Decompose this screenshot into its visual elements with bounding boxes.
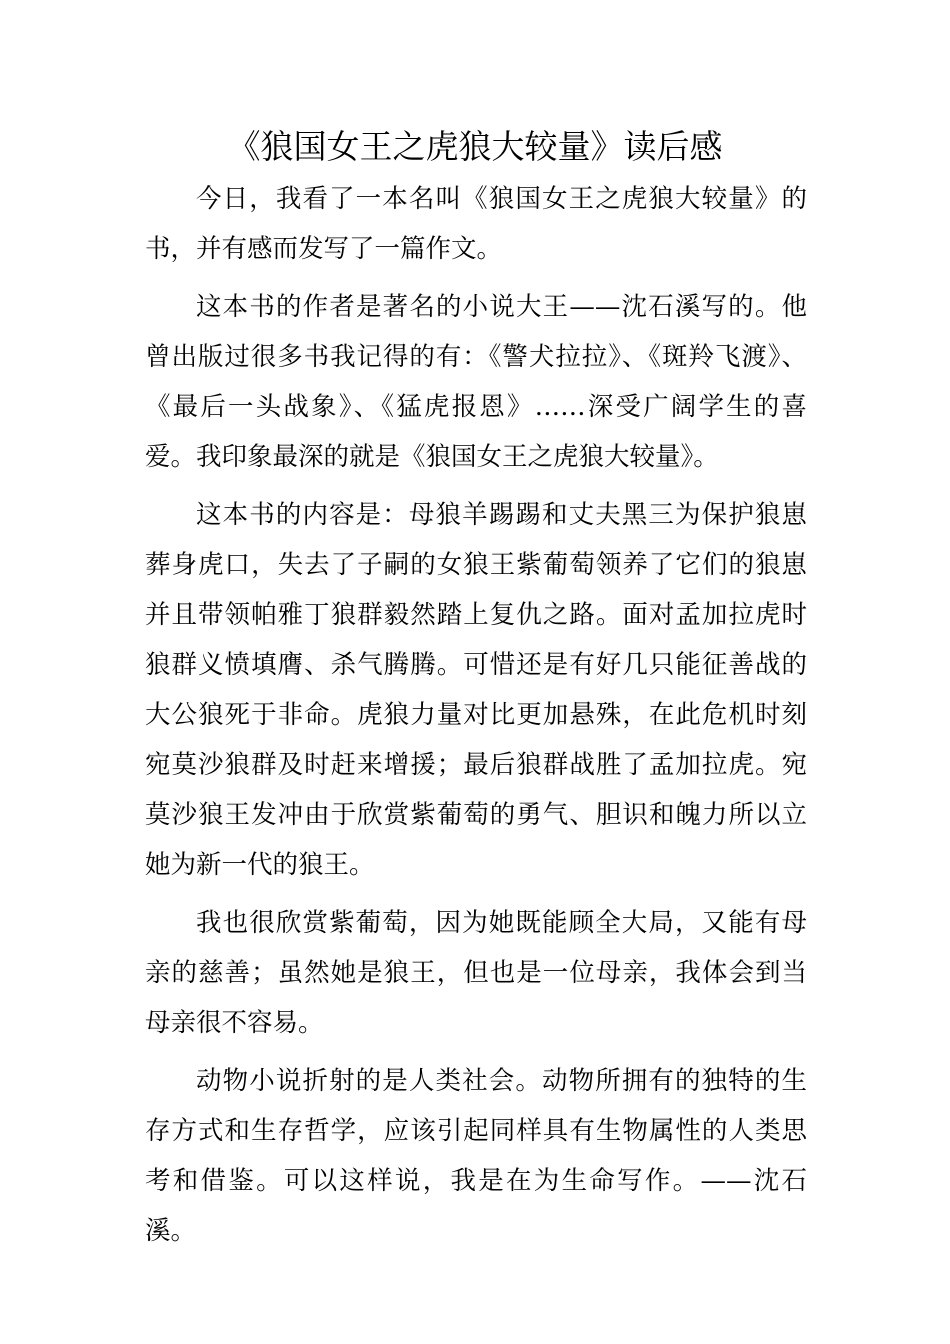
paragraph-1: 今日，我看了一本名叫《狼国女王之虎狼大较量》的书，并有感而发写了一篇作文。 (145, 184, 807, 264)
paragraph-5: 动物小说折射的是人类社会。动物所拥有的独特的生存方式和生存哲学，应该引起同样具有生物属性的人类思考和借鉴。可以这样说，我是在为生命写作。——沈石溪。 (145, 1066, 807, 1246)
paragraph-2: 这本书的作者是著名的小说大王——沈石溪写的。他曾出版过很多书我记得的有：《警犬拉拉》、《斑羚飞渡》、《最后一头战象》、《猛虎报恩》……深受广阔学生的喜爱。我印象最深的就是《狼国女王之虎狼大较量》。 (145, 292, 807, 472)
paragraph-4: 我也很欣赏紫葡萄，因为她既能顾全大局，又能有母亲的慈善；虽然她是狼王，但也是一位母亲，我体会到当母亲很不容易。 (145, 908, 807, 1038)
document-body (145, 174, 807, 1256)
document-title: 《狼国女王之虎狼大较量》读后感 (227, 127, 723, 166)
paragraph-3: 这本书的内容是：母狼羊踢踢和丈夫黑三为保护狼崽葬身虎口，失去了子嗣的女狼王紫葡萄领养了它们的狼崽并且带领帕雅丁狼群毅然踏上复仇之路。面对孟加拉虎时狼群义愤填膺、杀气腾腾。可惜还是有好几只能征善战的大公狼死于非命。虎狼力量对比更加悬殊，在此危机时刻宛莫沙狼群及时赶来增援；最后狼群战胜了孟加拉虎。宛莫沙狼王发冲由于欣赏紫葡萄的勇气、胆识和魄力所以立她为新一代的狼王。 (145, 500, 807, 880)
